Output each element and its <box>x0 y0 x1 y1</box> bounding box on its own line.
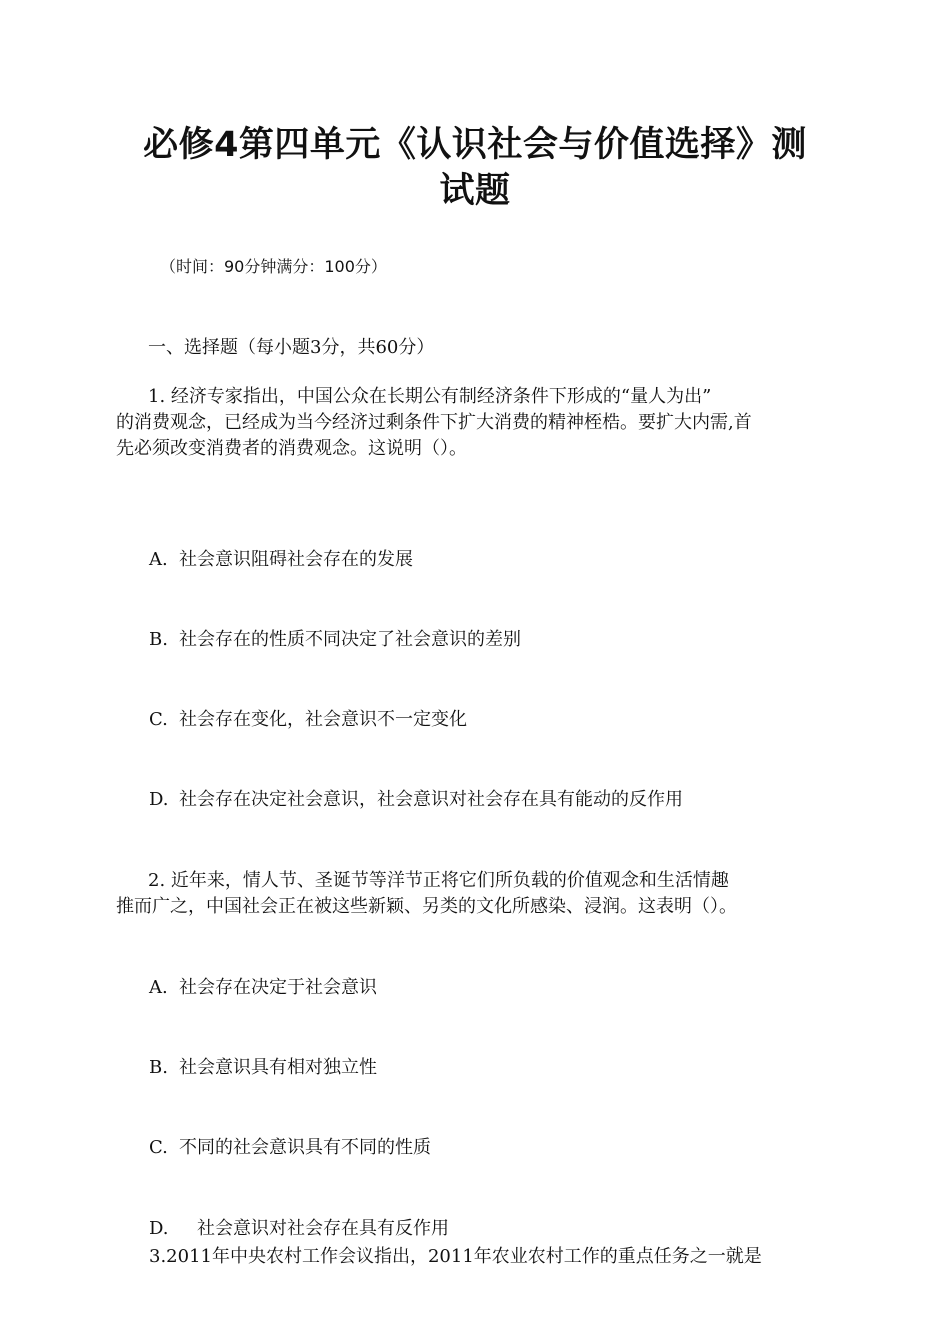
section-heading: 一、选择题（每小题3分，共60分） <box>148 337 435 358</box>
question-2-option-b: B. 社会意识具有相对独立性 <box>149 1057 377 1078</box>
question-1-option-d: D. 社会存在决定社会意识，社会意识对社会存在具有能动的反作用 <box>149 789 683 810</box>
question-2 <box>116 868 838 920</box>
question-1 <box>116 384 838 462</box>
question-1-option-a: A. 社会意识阻碍社会存在的发展 <box>149 549 413 570</box>
question-2-option-a: A. 社会存在决定于社会意识 <box>149 977 377 998</box>
document-title <box>100 122 850 214</box>
question-1-option-b: B. 社会存在的性质不同决定了社会意识的差别 <box>149 629 521 650</box>
question-2-option-c: C. 不同的社会意识具有不同的性质 <box>149 1137 431 1158</box>
question-2-line-2: 推而广之，中国社会正在被这些新颖、另类的文化所感染、浸润。这表明（）。 <box>116 896 737 917</box>
question-2-line-1: 2. 近年来，情人节、圣诞节等洋节正将它们所负载的价值观念和生活情趣 <box>148 870 729 891</box>
question-1-line-3: 先必须改变消费者的消费观念。这说明（）。 <box>116 438 467 459</box>
question-2-option-d: D. 社会意识对社会存在具有反作用 <box>149 1218 449 1239</box>
exam-time-score: （时间：90分钟满分：100分） <box>160 257 387 276</box>
title-line-2: 试题 <box>439 171 511 211</box>
question-1-line-2: 的消费观念，已经成为当今经济过剩条件下扩大消费的精神桎梏。要扩大内需,首 <box>116 412 752 433</box>
question-1-line-1: 1. 经济专家指出，中国公众在长期公有制经济条件下形成的“量人为出” <box>148 386 712 407</box>
question-3-line-1: 3.2011年中央农村工作会议指出，2011年农业农村工作的重点任务之一就是 <box>149 1246 762 1267</box>
question-1-option-c: C. 社会存在变化，社会意识不一定变化 <box>149 709 467 730</box>
title-line-1: 必修4第四单元《认识社会与价值选择》测 <box>143 125 807 165</box>
